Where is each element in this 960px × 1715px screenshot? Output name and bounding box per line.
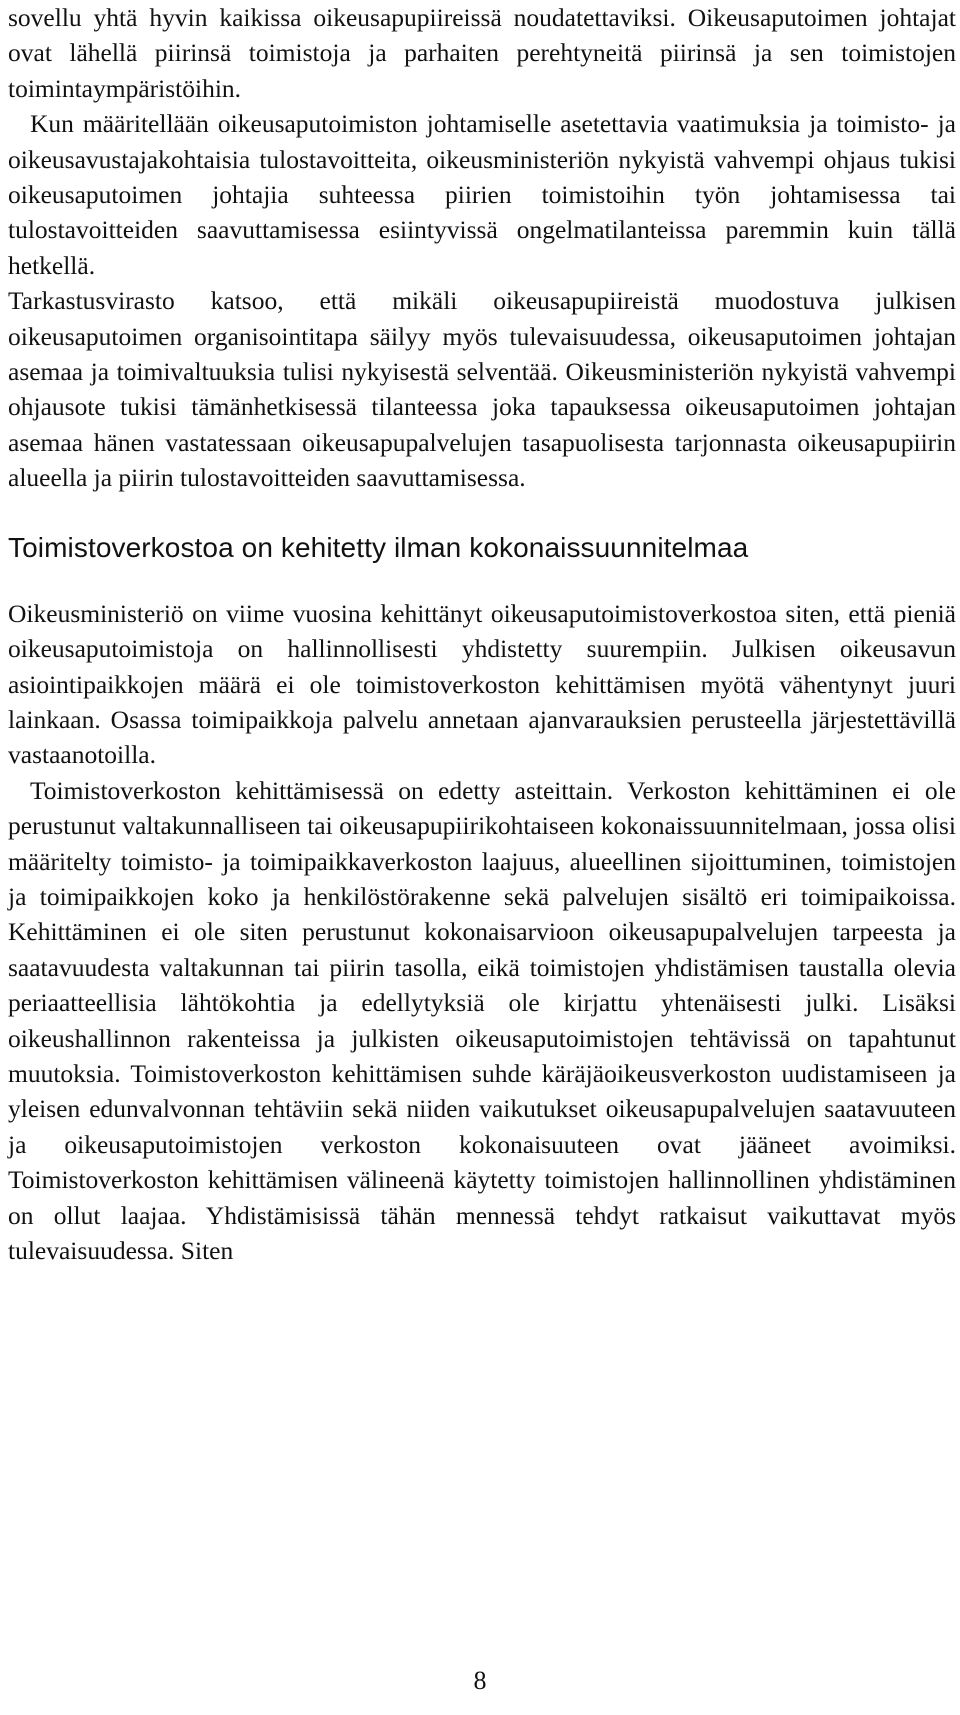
body-paragraph: sovellu yhtä hyvin kaikissa oikeusapupiireissä noudatettaviksi. Oikeusaputoimen johtajat ovat lähellä piirinsä toimistoja ja parhaiten perehtyneitä piirinsä ja sen toimistojen toimintaympäristöihin. bbox=[8, 3, 956, 103]
body-paragraph: Toimistoverkoston kehittämisessä on edetty asteittain. Verkoston kehittäminen ei ole perustunut valtakunnalliseen tai oikeusapupiirikohtaiseen kokonaissuunnitelmaan, jossa olisi määritelty toimisto- ja toimipaikkaverkoston laajuus, alueellinen sijoittuminen, toimistojen ja toimipaikkojen koko ja henkilöstörakenne sekä palvelujen sisältö eri toimipaikoissa. Kehittäminen ei ole siten perustunut kokonaisarvioon oikeusapupalvelujen tarpeesta ja saatavuudesta valtakunnan tai piirin tasolla, eikä toimistojen yhdistämisen taustalla olevia periaatteellisia lähtökohtia ja edellytyksiä ole kirjattu yhtenäisesti julki. Lisäksi oikeushallinnon rakenteissa ja julkisten oikeusaputoimistojen tehtävissä on tapahtunut muutoksia. Toimistoverkoston kehittämisen suhde käräjäoikeusverkoston uudistamiseen ja yleisen edunvalvonnan tehtäviin sekä niiden vaikutukset oikeusapupalvelujen saatavuuteen ja oikeusaputoimistojen verkoston kokonaisuuteen ovat jääneet avoimiksi. Toimistoverkoston kehittämisen välineenä käytetty toimistojen hallinnollinen yhdistäminen on ollut laajaa. Yhdistämisissä tähän mennessä tehdyt ratkaisut vaikuttavat myös tulevaisuudessa. Siten bbox=[8, 775, 956, 1265]
body-paragraph: Oikeusministeriö on viime vuosina kehittänyt oikeusaputoimistoverkostoa siten, että pieniä oikeusaputoimistoja on hallinnollisesti yhdistetty suurempiin. Julkisen oikeusavun asiointipaikkojen määrä ei ole toimistoverkoston kehittämisen myötä vähentynyt juuri lainkaan. Osassa toimipaikkoja palvelu annetaan ajanvarauksien perusteella järjestettävillä vastaanotoilla. bbox=[8, 598, 956, 770]
document-page bbox=[8, 0, 956, 1268]
body-paragraph: Kun määritellään oikeusaputoimiston johtamiselle asetettavia vaatimuksia ja toimisto- ja oikeusavustajakohtaisia tulostavoitteita, oikeusministeriön nykyistä vahvempi ohjaus tukisi oikeusaputoimen johtajia suhteessa piirien toimistoihin työn johtamisessa tai tulostavoitteiden saavuttamisessa esiintyvissä ongelmatilanteissa paremmin kuin tällä hetkellä. bbox=[8, 109, 956, 280]
page-number: 8 bbox=[473, 1666, 487, 1695]
body-paragraph: Tarkastusvirasto katsoo, että mikäli oikeusapupiireistä muodostuva julkisen oikeusaputoimen organisointitapa säilyy myös tulevaisuudessa, oikeusaputoimen johtajan asemaa ja toimivaltuuksia tulisi nykyisestä selventää. Oikeusministeriön nykyistä vahvempi ohjausote tukisi tämänhetkisessä tilanteessa joka tapauksessa oikeusaputoimen johtajan asemaa hänen vastatessaan oikeusapupalvelujen tasapuolisesta tarjonnasta oikeusapupiirin alueella ja piirin tulostavoitteiden saavuttamisessa. bbox=[8, 286, 956, 493]
section-heading: Toimistoverkostoa on kehitetty ilman kokonaissuunnitelmaa bbox=[8, 531, 749, 563]
